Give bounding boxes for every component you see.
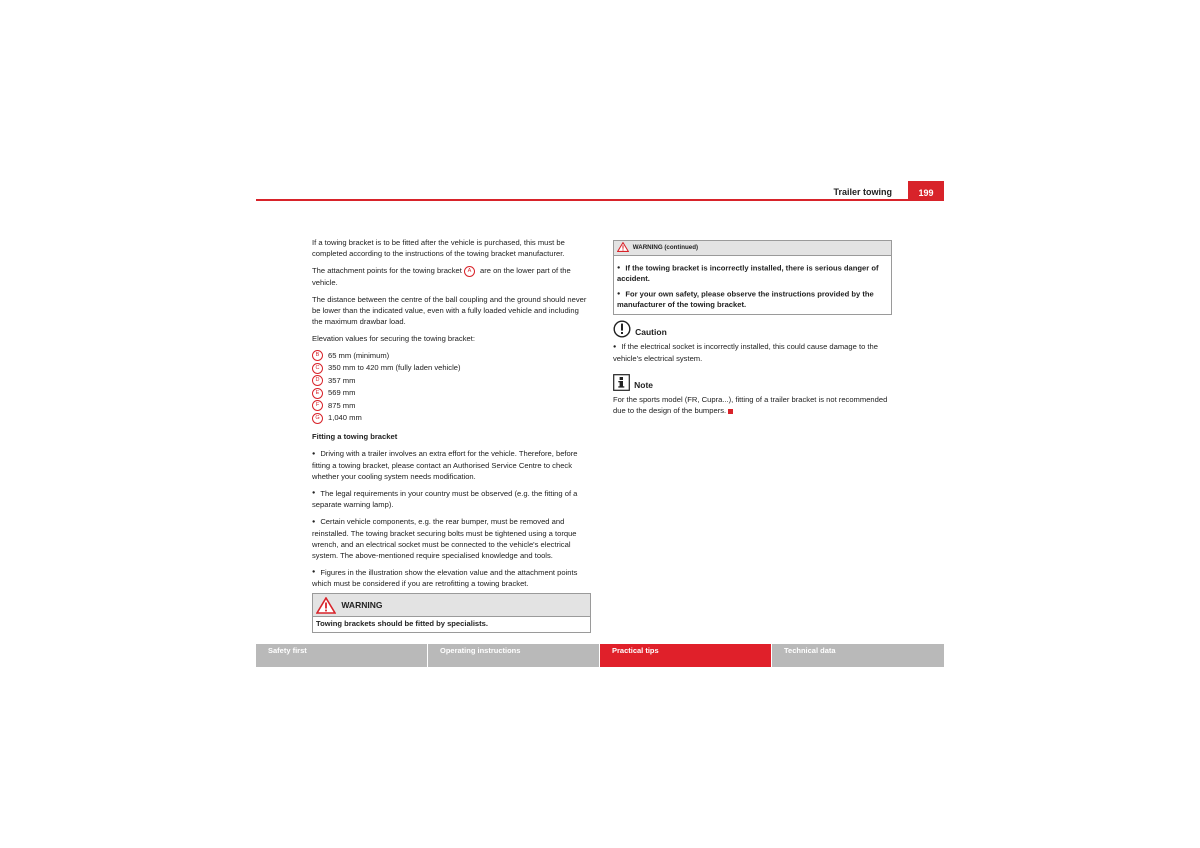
warning-triangle-icon — [316, 597, 336, 614]
intro-paragraph: If a towing bracket is to be fitted after the vehicle is purchased, this must be completed according to the instructions of the towing bracket manufacturer. — [312, 238, 565, 258]
marker: D — [312, 375, 323, 386]
elevation-value: 357 mm — [328, 375, 356, 385]
marker: C — [312, 363, 323, 374]
end-marker-icon — [728, 409, 733, 414]
note-header — [613, 374, 891, 391]
caution-header — [613, 320, 891, 338]
marker-a: A — [464, 266, 475, 277]
warning-item: ● If the towing bracket is incorrectly installed, there is serious danger of accident. — [617, 263, 888, 285]
footer-tab-practical-tips[interactable]: Practical tips — [600, 644, 771, 667]
elevation-value: 350 mm to 420 mm (fully laden vehicle) — [328, 363, 461, 373]
attachment-paragraph — [312, 265, 590, 288]
fitting-heading: Fitting a towing bracket — [312, 432, 398, 442]
caution-section — [613, 320, 891, 364]
fitting-bullet: ● Figures in the illustration show the elevation value and the attachment points which must be considered if you are retrofitting a towing bracket. — [312, 567, 590, 590]
warning-continued-body — [614, 256, 891, 314]
marker: G — [312, 413, 323, 424]
caution-icon — [613, 320, 631, 338]
warning-triangle-icon — [617, 242, 629, 252]
distance-paragraph: The distance between the centre of the ball coupling and the ground should never be lower than the indicated value, even with a fully loaded vehicle and including the maximum drawbar load. — [312, 294, 587, 326]
elevation-item — [312, 375, 590, 388]
fitting-bullet: ● The legal requirements in your country must be observed (e.g. the fitting of a separate warning lamp). — [312, 488, 590, 511]
warning-header — [313, 594, 590, 617]
attachment-text-after: are on the lower part of the vehicle. — [312, 266, 571, 287]
elevation-value: 65 mm (minimum) — [328, 350, 390, 360]
caution-text: ● If the electrical socket is incorrectly installed, this could cause damage to the vehicle's electrical system. — [613, 341, 891, 364]
warning-box — [312, 593, 591, 633]
warning-text: Towing brackets should be fitted by specialists. — [316, 619, 489, 628]
page-number: 199 — [908, 181, 944, 201]
warning-continued-title: WARNING (continued) — [632, 244, 699, 251]
elevation-value: 875 mm — [328, 400, 356, 410]
warning-title: WARNING — [341, 600, 383, 610]
note-paragraph — [613, 394, 891, 416]
elevation-item — [312, 400, 590, 413]
elevation-intro: Elevation values for securing the towing bracket: — [312, 333, 475, 343]
elevation-value: 1,040 mm — [328, 413, 362, 423]
info-icon — [613, 374, 630, 391]
elevation-item — [312, 412, 590, 425]
footer-tab-safety-first[interactable]: Safety first — [256, 644, 427, 667]
note-section — [613, 374, 891, 416]
attachment-text-before: The attachment points for the towing bracket — [312, 266, 462, 275]
fitting-bullet: ● Certain vehicle components, e.g. the rear bumper, must be removed and reinstalled. The towing bracket securing bolts must be tightened using a torque wrench, and an electrical socket must be connected to the vehicle's electrical system. The above-mentioned require specialised knowledge and tools. — [312, 516, 590, 561]
fitting-bullet: ● Driving with a trailer involves an extra effort for the vehicle. Therefore, before fitting a towing bracket, please contact an Authorised Service Centre to check whether your cooling system needs modification. — [312, 448, 590, 482]
warning-continued-box — [613, 240, 892, 315]
caution-title: Caution — [635, 327, 667, 337]
header-divider — [256, 199, 944, 201]
elevation-list — [312, 350, 590, 426]
note-text: For the sports model (FR, Cupra...), fitting of a trailer bracket is not recommended due to the design of the bumpers. — [613, 395, 888, 415]
warning-item: ● For your own safety, please observe the instructions provided by the manufacturer of the towing bracket. — [617, 289, 888, 311]
warning-continued-header — [614, 241, 891, 256]
footer-tab-technical-data[interactable]: Technical data — [772, 644, 944, 667]
note-title: Note — [634, 380, 654, 390]
footer-tab-operating-instructions[interactable]: Operating instructions — [428, 644, 599, 667]
elevation-item — [312, 362, 590, 375]
elevation-item — [312, 387, 590, 400]
marker: F — [312, 400, 323, 411]
elevation-value: 569 mm — [328, 388, 356, 398]
marker: E — [312, 388, 323, 399]
elevation-item — [312, 350, 590, 363]
left-column — [312, 237, 590, 595]
marker: B — [312, 350, 323, 361]
section-title: Trailer towing — [833, 187, 892, 197]
